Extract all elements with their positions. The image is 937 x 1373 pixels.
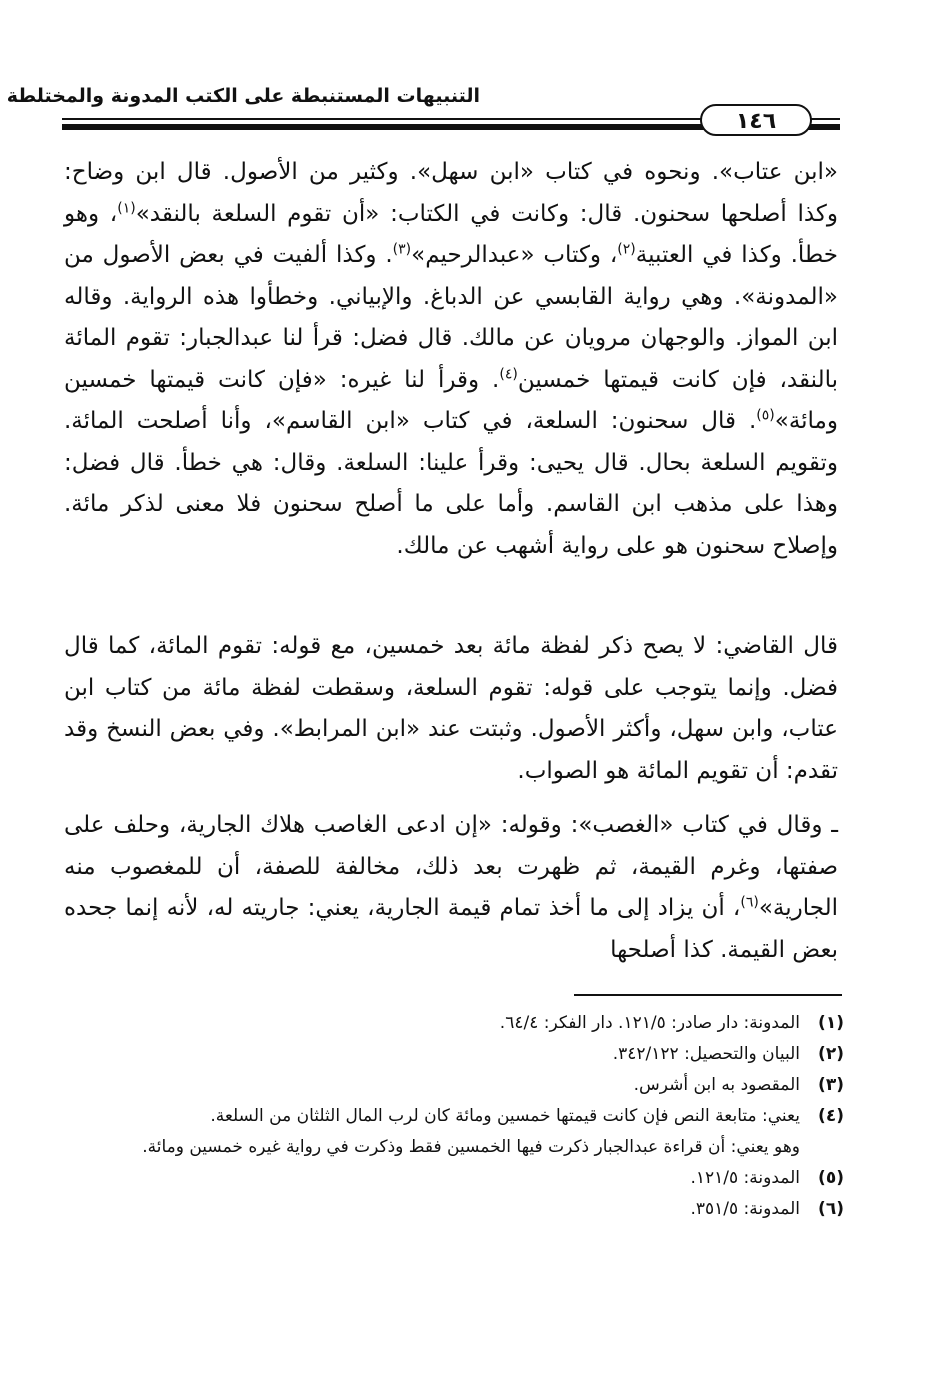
paragraph-text: ـ وقال في كتاب «الغصب»: وقوله: «إن ادعى الغاصب هلاك الجارية، وحلف على صفتها، وغرم القيمة، ثم ظهرت بعد ذلك، مخالفة للصفة، أن للمغصوب منه الجارية» [64,812,838,921]
footnote-4 [64,1101,844,1163]
paragraph-text: ، وكتاب «عبدالرحيم» [411,242,618,268]
page-number: ١٤٦ [700,104,812,136]
footnote-3 [64,1070,844,1101]
footnote-number: (٣) [818,1075,844,1095]
footnote-ref-4: (٤) [499,365,518,382]
footnote-1 [64,1008,844,1039]
paragraph-text: . وقرأ لنا غيره: «فإن كانت قيمتها خمسين ومائة» [64,366,838,434]
footnote-ref-5: (٥) [756,407,775,424]
footnote-text: يعني: متابعة النص فإن كانت قيمتها خمسين ومائة كان لرب المال الثلثان من السلعة. وهو يعني: أن قراءة عبدالجبار ذكرت فيها الخمسين فقط وذكرت في رواية غيره خمسين ومائة. [142,1106,800,1157]
footnote-ref-1: (١) [117,199,136,216]
footnote-text: البيان والتحصيل: ٣٤٢/١٢٢. [612,1044,800,1064]
paragraph-text: «ابن عتاب». ونحوه في كتاب «ابن سهل». وكثير من الأصول. قال ابن وضاح: وكذا أصلحها سحنون. قال: وكانت في الكتاب: «أن تقوم السلعة بالنقد» [64,159,838,227]
paragraph-text: . وكذا ألفيت في بعض الأصول من «المدونة». وهي رواية القابسي عن الدباغ. والإبياني. وخطأوا هذه الرواية. وقاله ابن المواز. والوجهان مرويان عن مالك. قال فضل: قرأ لنا عبدالجبار: تقوم المائة بالنقد، فإن كانت قيمتها خمسين [64,242,838,393]
footnote-number: (٢) [818,1044,844,1064]
paragraph-text: . قال سحنون: السلعة، في كتاب «ابن القاسم»، وأنا أصلحت المائة. وتقويم السلعة بحال. قال يحيى: وقرأ علينا: السلعة. وقال: هي خطأ. قال فضل: وهذا على مذهب ابن القاسم. وأما على ما أصلح سحنون فلا معنى لذكر مائة. وإصلاح سحنون هو على رواية أشهب عن مالك. [64,408,838,559]
footnote-ref-6: (٦) [740,894,759,911]
footnote-2 [64,1039,844,1070]
footnote-number: (٤) [818,1106,844,1126]
body-paragraph-3 [64,805,838,971]
footnote-text: المدونة: دار صادر: ١٢١/٥. دار الفكر: ٦٤/٤. [499,1013,800,1033]
footnote-6 [64,1194,844,1225]
footnotes [64,1008,844,1225]
footnote-text: المقصود به ابن أشرس. [633,1075,800,1095]
body-paragraph-1 [64,152,838,567]
footnote-number: (٦) [818,1199,844,1219]
footnote-separator [574,994,842,996]
footnote-number: (١) [818,1013,844,1033]
footnote-text: المدونة: ٣٥١/٥. [690,1199,800,1219]
body-paragraph-2 [64,626,838,792]
footnote-5 [64,1163,844,1194]
paragraph-text: ، وهو خطأ. وكذا في العتبية [64,200,838,268]
footnote-ref-2: (٢) [617,241,636,258]
running-title: التنبيهات المستنبطة على الكتب المدونة والمختلطة [6,85,480,107]
footnote-text: المدونة: ١٢١/٥. [690,1168,800,1188]
footnote-number: (٥) [818,1168,844,1188]
footnote-ref-3: (٣) [392,241,412,258]
paragraph-text: ، أن يزاد إلى ما أخذ تمام قيمة الجارية، يعني: جاريته له، لأنه إنما جحده بعض القيمة. كذا أصلحها [64,895,838,963]
paragraph-text: قال القاضي: لا يصح ذكر لفظة مائة بعد خمسين، مع قوله: تقوم المائة، كما قال فضل. وإنما يتوجب على قوله: تقوم السلعة، وسقطت لفظة مائة من كتاب ابن عتاب، وابن سهل، وأكثر الأصول. وثبتت عند «ابن المرابط». وفي بعض النسخ وقد تقدم: أن تقويم المائة هو الصواب. [64,633,838,784]
